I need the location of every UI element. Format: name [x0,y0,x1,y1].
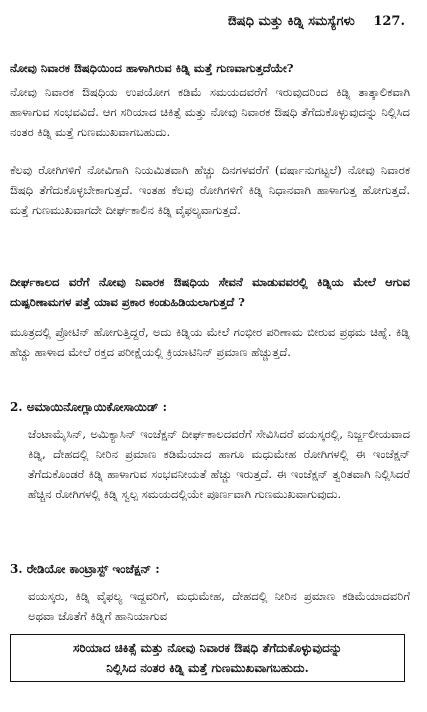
page-number: 127. [373,14,405,29]
header-title: ಔಷಧಿ ಮತ್ತು ಕಿಡ್ನಿ ಸಮಸ್ಯೆಗಳು [227,14,355,29]
callout-line-2: ನಿಲ್ಲಿಸಿದ ನಂತರ ಕಿಡ್ನಿ ಮತ್ತೆ ಗುಣಮುಖವಾಗಬಹುದು. [106,661,309,675]
paragraph-5: ವಯಸ್ಕರು, ಕಿಡ್ನಿ ವೈಫಲ್ಯ ಇದ್ದವರಿಗೆ, ಮಧುಮೇಹ, ದೇಹದಲ್ಲಿ ನೀರಿನ ಪ್ರಮಾಣ ಕಡಿಮೆಯಾದವರಿಗೆ ಅಥವಾ ಜೊತೆಗೆ ಕಿಡ್ನಿಗೆ ಹಾನಿಯಾಗುವ [28,589,410,623]
question-heading-1: ನೋವು ನಿವಾರಕ ಔಷಧಿಯಿಂದ ಹಾಳಾಗಿರುವ ಕಿಡ್ನಿ ಮತ್ತೆ ಗುಣವಾಗುತ್ತದೆಯೇ? [10,61,294,75]
paragraph-2: ಕೆಲವು ರೋಗಿಗಳಿಗೆ ನೋವಿಗಾಗಿ ನಿಯಮಿತವಾಗಿ ಹೆಚ್ಚು ದಿನಗಳವರೆಗೆ (ವರ್ಷಾನುಗಟ್ಟಲೆ) ನೋವು ನಿವಾರಕ ಔಷಧಿ ತೆಗೆದುಕೊಳ್ಳಬೇಕಾಗುತ್ತದೆ. ಇಂತಹ ಕೆಲವು ರೋಗಿಗಳಿಗೆ ಕಿಡ್ನಿ ನಿಧಾನವಾಗಿ ಹಾಳಾಗುತ್ತ ಹೋಗುತ್ತದೆ. ಮತ್ತೆ ಗುಣಮುಖವಾಗದೇ ದೀರ್ಘಕಾಲಿನ ಕಿಡ್ನಿ ವೈಫಲ್ಯವಾಗುತ್ತದೆ. [10,163,410,217]
section-heading-2: 2. ಅಮಾಯಿನೋಗ್ಲಾಯಿಕೋಸಾಯಿಡ್ : [10,400,168,414]
paragraph-1: ನೋವು ನಿವಾರಕ ಔಷಧಿಯ ಉಪಯೋಗ ಕಡಿಮೆ ಸಮಯದವರೆಗೆ ಇರುವುದರಿಂದ ಕಿಡ್ನಿ ತಾತ್ಕಾಲಿಕವಾಗಿ ಹಾಳಾಗುವ ಸಂಭವವಿದೆ. ಆಗ ಸರಿಯಾದ ಚಿಕಿತ್ಸೆ ಮತ್ತು ನೋವು ನಿವಾರಕ ಔಷಧಿ ತೆಗೆದುಕೊಳ್ಳುವುದನ್ನು ನಿಲ್ಲಿಸಿದ ನಂತರ ಕಿಡ್ನಿ ಮತ್ತೆ ಗುಣಮುಖವಾಗಬಹುದು. [10,85,410,139]
running-header [228,14,405,29]
callout-box [10,634,405,682]
callout-line-1: ಸರಿಯಾದ ಚಿಕಿತ್ಸೆ ಮತ್ತು ನೋವು ನಿವಾರಕ ಔಷಧಿ ತೆಗೆದುಕೊಳ್ಳುವುದನ್ನು [72,641,343,655]
section-heading-3: 3. ರೇಡಿಯೋ ಕಾಂಟ್ರಾಸ್ಟ್ ಇಂಜೆಕ್ಷನ್ : [10,562,160,576]
paragraph-4: ಜೆಂಟಾಮೈಸಿನ್, ಅಮಿಕ್ಯಾಸಿನ್ ಇಂಜೆಕ್ಷನ್ ದೀರ್ಘಕಾಲದವರೆಗೆ ಸೇವಿಸಿದರೆ ವಯಸ್ಕರಲ್ಲಿ, ನಿರ್ಜ್ಜಲೀಯವಾದ ಕಿಡ್ನಿ, ದೇಹದಲ್ಲಿ ನೀರಿನ ಪ್ರಮಾಣ ಕಡಿಮೆಯಾದ ಹಾಗೂ ಮಧುಮೇಹ ರೋಗಿಗಳಲ್ಲಿ ಈ ಇಂಜೆಕ್ಷನ್ ತೆಗೆದುಕೊಂಡರೆ ಕಿಡ್ನಿ ಹಾಳಾಗುವ ಸಂಭವನೀಯತೆ ಹೆಚ್ಚು ಇರುತ್ತದೆ. ಈ ಇಂಜೆಕ್ಷನ್ ತ್ವರಿತವಾಗಿ ನಿಲ್ಲಿಸಿದರೆ ಹೆಚ್ಚಿನ ರೋಗಿಗಳಲ್ಲಿ ಕಿಡ್ನಿ ಸ್ವಲ್ಪ ಸಮಯದಲ್ಲಿಯೇ ಪೂರ್ಣವಾಗಿ ಗುಣಮುಖವಾಗುವುದು. [28,427,410,501]
question-heading-2: ದೀರ್ಘಕಾಲದ ವರೆಗೆ ನೋವು ನಿವಾರಕ ಔಷಧಿಯ ಸೇವನೆ ಮಾಡುವವರಲ್ಲಿ ಕಿಡ್ನಿಯ ಮೇಲೆ ಆಗುವ ದುಷ್ಪರಿಣಾಮಗಳ ಪತ್ತೆ ಯಾವ ಪ್ರಕಾರ ಕಂಡುಹಿಡಿಯಲಾಗುತ್ತದೆ ? [10,275,410,309]
paragraph-3: ಮೂತ್ರದಲ್ಲಿ ಪ್ರೋಟಿನ್ ಹೋಗುತ್ತಿದ್ದರೆ, ಅದು ಕಿಡ್ನಿಯ ಮೇಲೆ ಗಂಭೀರ ಪರಿಣಾಮ ಬೀರುವ ಪ್ರಥಮ ಚಿಹ್ನೆ. ಕಿಡ್ನಿ ಹೆಚ್ಚು ಹಾಳಾದ ಮೇಲೆ ರಕ್ತದ ಪರೀಕ್ಷೆಯಲ್ಲಿ ಕ್ರಿಯಾಟಿನಿನ್ ಪ್ರಮಾಣ ಹೆಚ್ಚುತ್ತದೆ. [10,325,410,359]
